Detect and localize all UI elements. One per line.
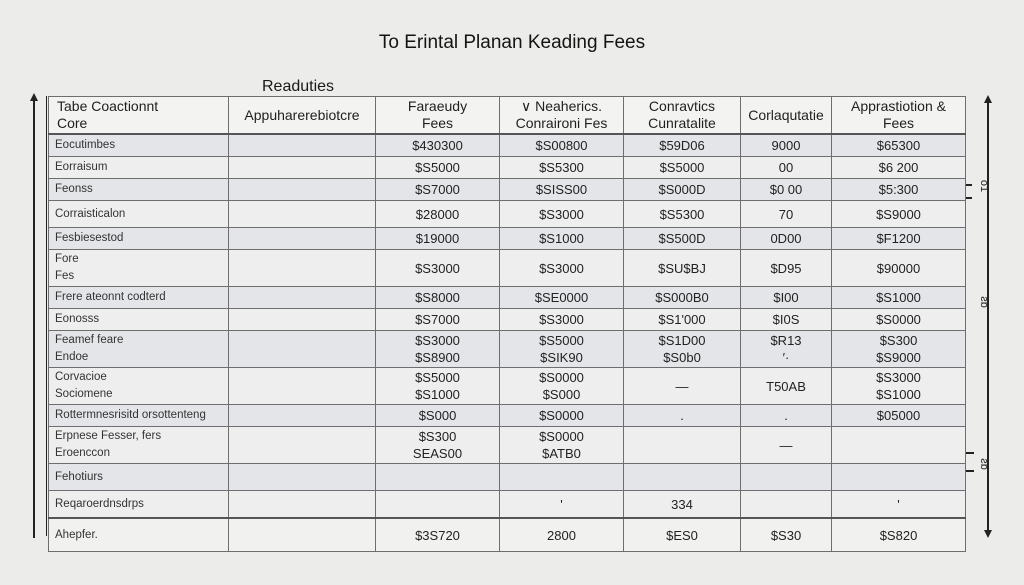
cell-text: $S820 [879,527,918,543]
cell-text: $S3000 [876,370,921,385]
cell-text: Feonss [55,183,93,195]
left-bracket-line [33,98,35,538]
cell-text: $ATB0 [542,446,581,461]
row-label [49,157,229,179]
left-arrow-up-icon [30,93,38,101]
table-cell [832,201,966,228]
table-cell [376,518,500,552]
row-label [49,228,229,250]
table-cell [624,491,741,519]
row-label [49,250,229,287]
table-cell [376,287,500,309]
left-inner-line [46,96,47,536]
table-cell [229,518,376,552]
cell-text: $0 00 [769,182,803,197]
table-row [49,491,966,519]
column-header-line: Conravtics [648,98,716,114]
table-cell [741,518,832,552]
table-cell [500,309,624,331]
table-cell [229,331,376,368]
cell-text: $S1D00 [658,333,706,348]
table-cell [500,368,624,405]
cell-text: 70 [778,206,794,222]
table-cell [500,518,624,552]
table-cell [741,331,832,368]
table-cell [832,287,966,309]
row-label [49,464,229,491]
total-row [49,518,966,552]
cell-text: ′· [782,350,790,365]
row-label [49,309,229,331]
side-mark: ƨb [977,296,990,308]
table-cell [500,491,624,519]
table-cell [229,368,376,405]
cell-text: $S5000 [539,333,584,348]
cell-text: Corraisticalon [55,207,126,220]
table-cell [832,157,966,179]
table-cell [500,464,624,491]
table-row [49,464,966,491]
cell-text: $D95 [770,260,802,276]
side-mark: o1 [978,179,991,193]
table-row [49,228,966,250]
row-label [49,331,229,368]
cell-text: Frere ateonnt codterd [55,291,166,303]
column-header-line: Corlaqutatie [748,106,824,123]
table-cell [376,201,500,228]
cell-text: $S000D [658,182,706,197]
cell-text: $S8900 [415,350,460,365]
table-cell [229,157,376,179]
cell-text: $5:300 [878,182,919,197]
cell-text: $S000 [418,408,457,423]
column-header [376,97,500,135]
cell-text: $S3000 [415,260,460,276]
row-label [49,287,229,309]
table-cell [832,518,966,552]
cell-text: $S0000 [539,370,584,385]
table-cell [376,464,500,491]
table-cell [376,179,500,201]
table-cell [832,464,966,491]
table-cell [229,228,376,250]
cell-text: $S0000 [876,312,921,327]
cell-text: 334 [671,496,693,512]
column-header-line: Appuharerebiotcre [244,106,360,123]
column-header [49,97,229,135]
column-header-line: Fees [421,115,454,131]
table-cell [624,287,741,309]
right-arrow-up-icon [984,95,992,103]
cell-text: $S00800 [535,138,588,153]
cell-text: $S5300 [539,160,584,175]
page-title: To Erintal Planan Keading Fees [378,32,646,53]
table-cell [624,331,741,368]
table-cell [832,491,966,519]
table-cell [376,427,500,464]
row-label [49,491,229,519]
table-cell [500,427,624,464]
cell-text: $S1000 [876,387,921,402]
cell-text: $S30 [770,527,802,543]
cell-text: Reqaroerdnsdrps [55,497,144,510]
cell-text: Fes [55,270,75,282]
cell-text: Eonosss [55,313,100,325]
cell-text: . [784,408,788,423]
table-cell [376,134,500,157]
cell-text: $65300 [876,138,921,153]
cell-text: $S5000 [415,370,460,385]
cell-text: . [680,408,684,423]
table-row [49,427,966,464]
table-cell [376,405,500,427]
cell-text: $S0b0 [663,350,701,365]
cell-text: $S1'000 [658,312,706,327]
cell-text: — [675,378,689,394]
cell-text: Corvacioe [55,371,107,383]
cell-text: $SIK90 [540,350,583,365]
table-cell [229,287,376,309]
cell-text: $I00 [773,290,799,305]
table-cell [832,405,966,427]
table-cell [229,427,376,464]
table-cell [500,201,624,228]
cell-text: 2800 [547,527,576,543]
column-header-line: Faraeudy [407,98,468,114]
cell-text: $19000 [415,231,460,246]
cell-text: $ES0 [666,527,698,543]
cell-text: $430300 [412,138,463,153]
table-cell [500,405,624,427]
table-row [49,134,966,157]
table-cell [624,427,741,464]
table-cell [832,309,966,331]
column-header [832,97,966,135]
table-cell [741,157,832,179]
cell-text: $S3000 [539,206,584,222]
cell-text: 0D00 [770,231,802,246]
cell-text: T50AB [766,378,806,394]
table-cell [500,331,624,368]
table-cell [741,287,832,309]
cell-text: $S000B0 [655,290,709,305]
table-cell [624,228,741,250]
cell-text: $S0000 [539,408,584,423]
cell-text: Erpnese Fesser, fers [55,430,162,442]
table-cell [229,250,376,287]
table-cell [741,228,832,250]
table-cell [624,518,741,552]
table-cell [229,201,376,228]
cell-text: $S000 [542,387,581,402]
table-cell [500,287,624,309]
table-row [49,179,966,201]
row-label [49,405,229,427]
table-row [49,331,966,368]
table-cell [376,331,500,368]
cell-text: Fesbiesestod [55,232,124,244]
table-cell [832,179,966,201]
table-cell [624,368,741,405]
cell-text: ' [897,496,900,512]
table-row [49,157,966,179]
table-cell [832,427,966,464]
fees-table [48,96,966,552]
cell-text: Ahepfer. [55,528,98,541]
side-mark: ƨb [977,458,990,470]
cell-text: Eocutimbes [55,139,116,151]
table-cell [624,464,741,491]
table-row [49,368,966,405]
cell-text: $6 200 [878,160,919,175]
table-cell [741,179,832,201]
table-cell [741,464,832,491]
cell-text: $I0S [772,312,800,327]
cell-text: $S500D [658,231,706,246]
table-cell [376,228,500,250]
table-cell [229,405,376,427]
cell-text: $R13 [770,333,802,348]
table-cell [741,201,832,228]
cell-text: Endoe [55,351,89,363]
row-label [49,368,229,405]
table-cell [624,250,741,287]
cell-text: $59D06 [659,138,705,153]
table-cell [376,250,500,287]
table-cell [741,427,832,464]
table-cell [832,228,966,250]
right-arrow-down-icon [984,530,992,538]
table-cell [741,405,832,427]
cell-text: Eorraisum [55,161,108,173]
table-cell [500,250,624,287]
table-cell [229,491,376,519]
table-row [49,309,966,331]
cell-text: $F1200 [876,231,921,246]
cell-text: $28000 [415,206,460,222]
table-cell [624,201,741,228]
cell-text: ' [560,496,563,512]
cell-text: $S3000 [415,333,460,348]
column-header-line: Apprastiotion & [851,98,946,114]
cell-text: $S1000 [876,290,921,305]
table-cell [229,309,376,331]
cell-text: $SU$BJ [658,260,706,276]
column-header-line: ∨ Neaherics. [520,98,603,114]
table-cell [741,134,832,157]
table-cell [376,157,500,179]
cell-text: $90000 [876,260,921,276]
column-group-label: Readuties [262,78,335,95]
column-header [741,97,832,135]
cell-text: $SE0000 [534,290,589,305]
column-header [229,97,376,135]
table-row [49,201,966,228]
table-cell [376,309,500,331]
cell-text: $S5000 [659,160,705,175]
table-row [49,287,966,309]
cell-text: Sociomene [55,388,113,400]
cell-text: $S5300 [659,206,705,222]
table-cell [624,134,741,157]
table-cell [229,134,376,157]
table-cell [741,309,832,331]
table-header-row [49,97,966,135]
cell-text: Rottermnesrisitd orsottenteng [55,409,206,421]
table-cell [376,368,500,405]
cell-text: $S7000 [415,182,460,197]
cell-text: — [779,437,793,453]
table-cell [832,250,966,287]
cell-text: $S1000 [539,231,584,246]
cell-text: $3S720 [415,527,460,543]
column-header-line: Cunratalite [648,115,716,131]
row-label [49,518,229,552]
table-cell [229,179,376,201]
table-cell [832,368,966,405]
cell-text: Feamef feare [55,334,124,346]
cell-text: $S5000 [415,160,460,175]
table-row [49,405,966,427]
table-cell [832,331,966,368]
cell-text: 9000 [771,138,801,153]
cell-text: 00 [778,160,794,175]
cell-text: $S7000 [415,312,460,327]
column-header-line: Tabe Coactionnt [57,98,159,114]
column-header [500,97,624,135]
cell-text: $S300 [879,333,918,348]
right-tick [966,470,974,472]
table-cell [832,134,966,157]
column-header-line: Fees [882,115,915,131]
column-header-line: Core [57,115,88,131]
cell-text: $S3000 [539,260,584,276]
cell-text: SEAS00 [412,446,463,461]
table-cell [624,179,741,201]
table-cell [229,464,376,491]
cell-text: $SISS00 [535,182,588,197]
column-header-line: Conraironi Fes [515,115,608,131]
table-cell [500,228,624,250]
table-cell [624,405,741,427]
row-label [49,427,229,464]
cell-text: $S0000 [539,429,584,444]
cell-text: $S9000 [876,350,921,365]
table-cell [741,250,832,287]
table-cell [741,368,832,405]
table-cell [624,309,741,331]
column-header [624,97,741,135]
cell-text: $S8000 [415,290,460,305]
right-tick [966,452,974,454]
table-cell [500,134,624,157]
table-cell [376,491,500,519]
table-cell [741,491,832,519]
row-label [49,201,229,228]
table-row [49,250,966,287]
row-label [49,134,229,157]
table-cell [500,179,624,201]
cell-text: $05000 [876,408,921,423]
cell-text: $S9000 [876,206,921,222]
cell-text: Eroenccon [55,447,110,459]
cell-text: Fehotiurs [55,470,103,483]
table-cell [624,157,741,179]
table-cell [500,157,624,179]
row-label [49,179,229,201]
cell-text: $S300 [418,429,457,444]
cell-text: Fore [55,253,79,265]
cell-text: $S3000 [539,312,584,327]
cell-text: $S1000 [415,387,460,402]
